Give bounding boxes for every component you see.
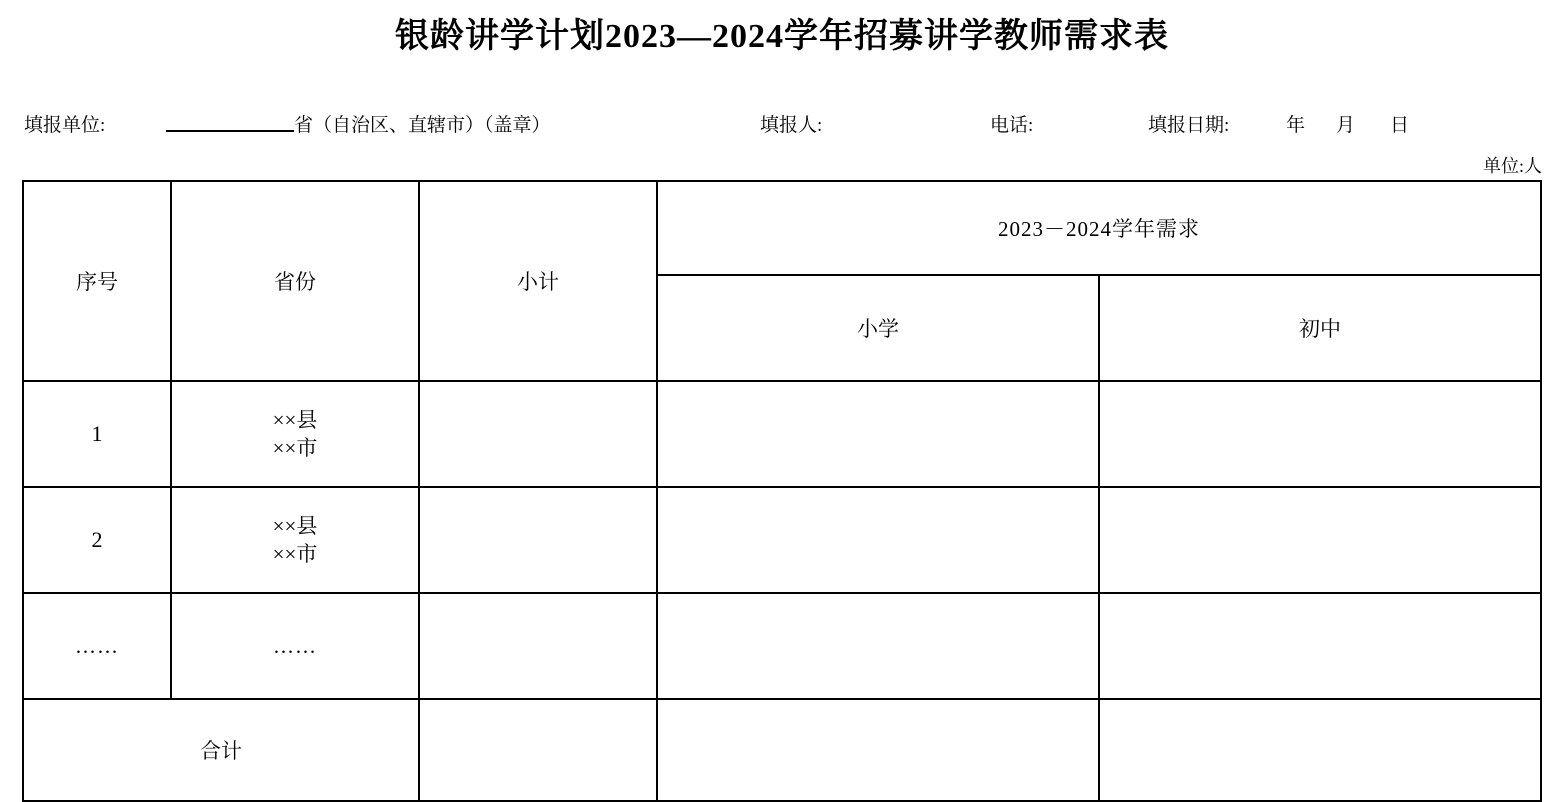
cell-primary[interactable] <box>657 487 1099 593</box>
header-province: 省份 <box>171 181 419 381</box>
cell-primary[interactable] <box>657 381 1099 487</box>
total-junior[interactable] <box>1099 699 1541 801</box>
phone-label: 电话: <box>990 115 1034 136</box>
cell-junior[interactable] <box>1099 593 1541 699</box>
cell-no: 2 <box>23 487 171 593</box>
table-row <box>23 593 1541 699</box>
cell-subtotal[interactable] <box>419 593 657 699</box>
header-no: 序号 <box>23 181 171 381</box>
header-junior: 初中 <box>1099 275 1541 381</box>
cell-junior[interactable] <box>1099 487 1541 593</box>
cell-province: …… <box>171 593 419 699</box>
cell-junior[interactable] <box>1099 381 1541 487</box>
cell-province-line1: ××县 <box>272 407 318 432</box>
cell-province-line1: ××县 <box>272 513 318 538</box>
cell-no: …… <box>23 593 171 699</box>
cell-province-line2: ××市 <box>272 542 318 566</box>
header-demand-group: 2023－2024学年需求 <box>657 181 1541 275</box>
reporting-unit-label: 填报单位: <box>24 115 106 136</box>
cell-province-line2: ××市 <box>272 436 318 460</box>
total-subtotal[interactable] <box>419 699 657 801</box>
total-label: 合计 <box>23 699 419 801</box>
province-suffix-label: 省（自治区、直辖市）（盖章） <box>294 115 551 136</box>
reporting-unit-input[interactable] <box>166 110 294 132</box>
date-label: 填报日期: <box>1148 115 1230 136</box>
header-subtotal: 小计 <box>419 181 657 381</box>
demand-table <box>22 180 1542 802</box>
table-row <box>23 381 1541 487</box>
cell-subtotal[interactable] <box>419 381 657 487</box>
table-row <box>23 487 1541 593</box>
table-total-row <box>23 699 1541 801</box>
cell-primary[interactable] <box>657 593 1099 699</box>
form-meta-row <box>24 110 1540 138</box>
date-month-label: 月 <box>1336 115 1356 136</box>
unit-note: 单位:人 <box>1482 156 1542 176</box>
reporter-label: 填报人: <box>760 115 823 136</box>
page-title: 银龄讲学计划2023—2024学年招募讲学教师需求表 <box>395 18 1169 55</box>
cell-no: 1 <box>23 381 171 487</box>
date-year-label: 年 <box>1286 115 1306 136</box>
header-primary: 小学 <box>657 275 1099 381</box>
cell-province <box>171 487 419 593</box>
cell-province <box>171 381 419 487</box>
table-header-row-1 <box>23 181 1541 275</box>
date-day-label: 日 <box>1390 115 1410 136</box>
total-primary[interactable] <box>657 699 1099 801</box>
cell-subtotal[interactable] <box>419 487 657 593</box>
